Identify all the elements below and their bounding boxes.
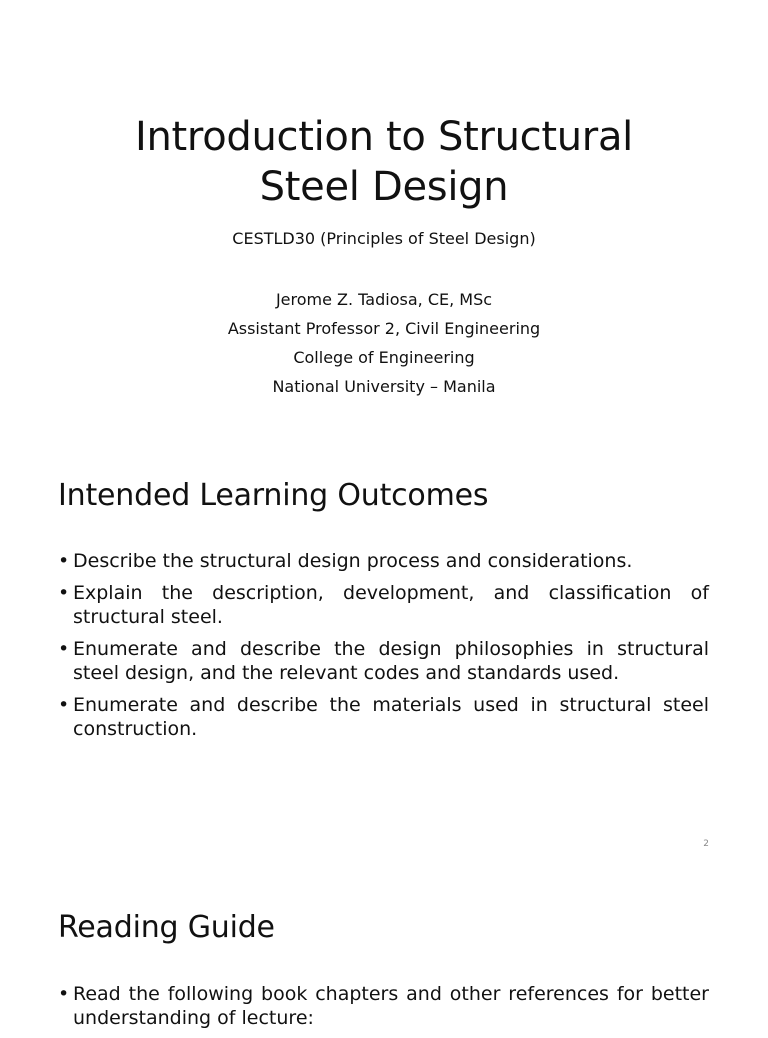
title-line-1: Introduction to Structural	[135, 114, 633, 160]
bullet-list	[58, 549, 709, 749]
bullet-item: • Enumerate and describe the design philosophies in structural steel design, and the relevant codes and standards used.	[58, 637, 709, 685]
bullet-item: • Describe the structural design process and considerations.	[58, 549, 709, 573]
author-block	[0, 285, 768, 401]
bullet-list	[58, 982, 709, 1038]
title-line-2: Steel Design	[259, 164, 509, 210]
author-position: Assistant Professor 2, Civil Engineering	[227, 319, 541, 338]
bullet-item: • Explain the description, development, and classification of structural steel.	[58, 581, 709, 629]
slide-title	[0, 112, 768, 212]
learning-outcomes-slide	[0, 432, 768, 864]
section-heading: Reading Guide	[58, 910, 275, 945]
title-slide	[0, 0, 768, 432]
author-name: Jerome Z. Tadiosa, CE, MSc	[275, 290, 493, 309]
reading-guide-slide	[0, 864, 768, 1029]
bullet-item: • Read the following book chapters and other references for better understanding of lecture:	[58, 982, 709, 1030]
title-block	[0, 112, 768, 212]
section-heading: Intended Learning Outcomes	[58, 478, 489, 513]
author-university: National University – Manila	[272, 377, 496, 396]
page-number: 2	[703, 839, 709, 849]
author-college: College of Engineering	[293, 348, 475, 367]
bullet-item: • Enumerate and describe the materials used in structural steel construction.	[58, 693, 709, 741]
course-subtitle: CESTLD30 (Principles of Steel Design)	[232, 229, 536, 248]
